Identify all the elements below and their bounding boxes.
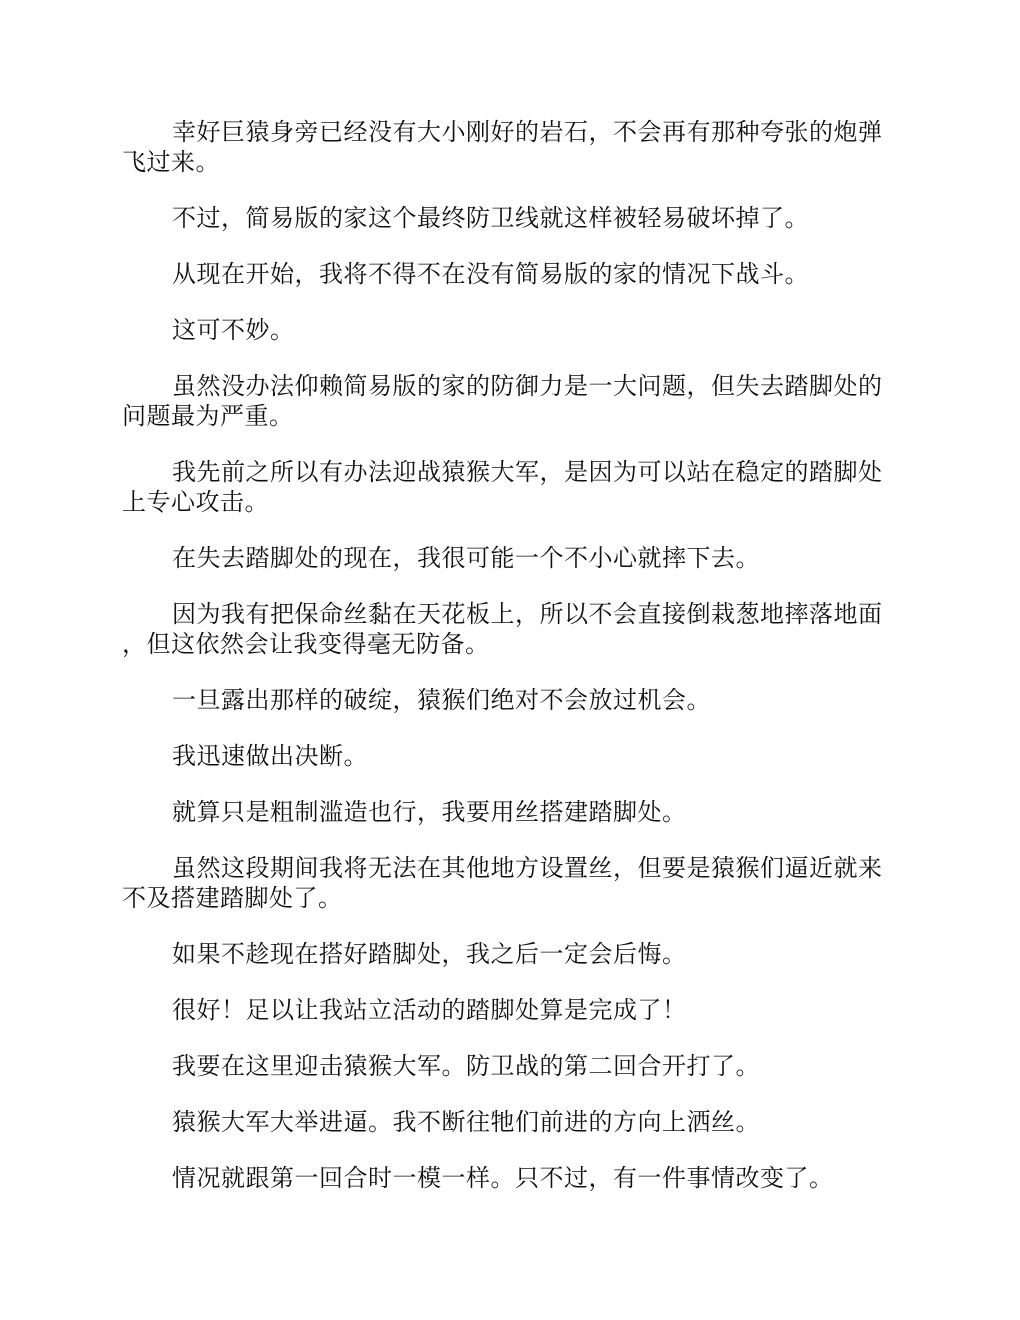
paragraph: 虽然这段期间我将无法在其他地方设置丝，但要是猿猴们逼近就来不及搭建踏脚处了。 (122, 854, 883, 912)
paragraph: 幸好巨猿身旁已经没有大小刚好的岩石，不会再有那种夸张的炮弹飞过来。 (122, 118, 883, 176)
paragraph: 从现在开始，我将不得不在没有简易版的家的情况下战斗。 (172, 260, 809, 288)
paragraph: 我迅速做出决断。 (172, 742, 368, 770)
paragraph: 情况就跟第一回合时一模一样。只不过，有一件事情改变了。 (172, 1164, 834, 1192)
paragraph: 因为我有把保命丝黏在天花板上，所以不会直接倒栽葱地摔落地面，但这依然会让我变得毫无防备。 (122, 600, 883, 658)
paragraph: 我要在这里迎击猿猴大军。防卫战的第二回合开打了。 (172, 1052, 760, 1080)
paragraph: 这可不妙。 (172, 316, 295, 344)
paragraph: 我先前之所以有办法迎战猿猴大军，是因为可以站在稳定的踏脚处上专心攻击。 (122, 458, 883, 516)
paragraph: 很好！足以让我站立活动的踏脚处算是完成了！ (172, 996, 687, 1024)
document-body (122, 117, 898, 1219)
paragraph: 在失去踏脚处的现在，我很可能一个不小心就摔下去。 (172, 544, 760, 572)
paragraph: 虽然没办法仰赖简易版的家的防御力是一大问题，但失去踏脚处的问题最为严重。 (122, 372, 883, 430)
paragraph: 猿猴大军大举进逼。我不断往牠们前进的方向上洒丝。 (172, 1108, 760, 1136)
paragraph: 就算只是粗制滥造也行，我要用丝搭建踏脚处。 (172, 798, 687, 826)
paragraph: 一旦露出那样的破绽，猿猴们绝对不会放过机会。 (172, 686, 711, 714)
paragraph: 如果不趁现在搭好踏脚处，我之后一定会后悔。 (172, 940, 687, 968)
paragraph: 不过，简易版的家这个最终防卫线就这样被轻易破坏掉了。 (172, 204, 809, 232)
